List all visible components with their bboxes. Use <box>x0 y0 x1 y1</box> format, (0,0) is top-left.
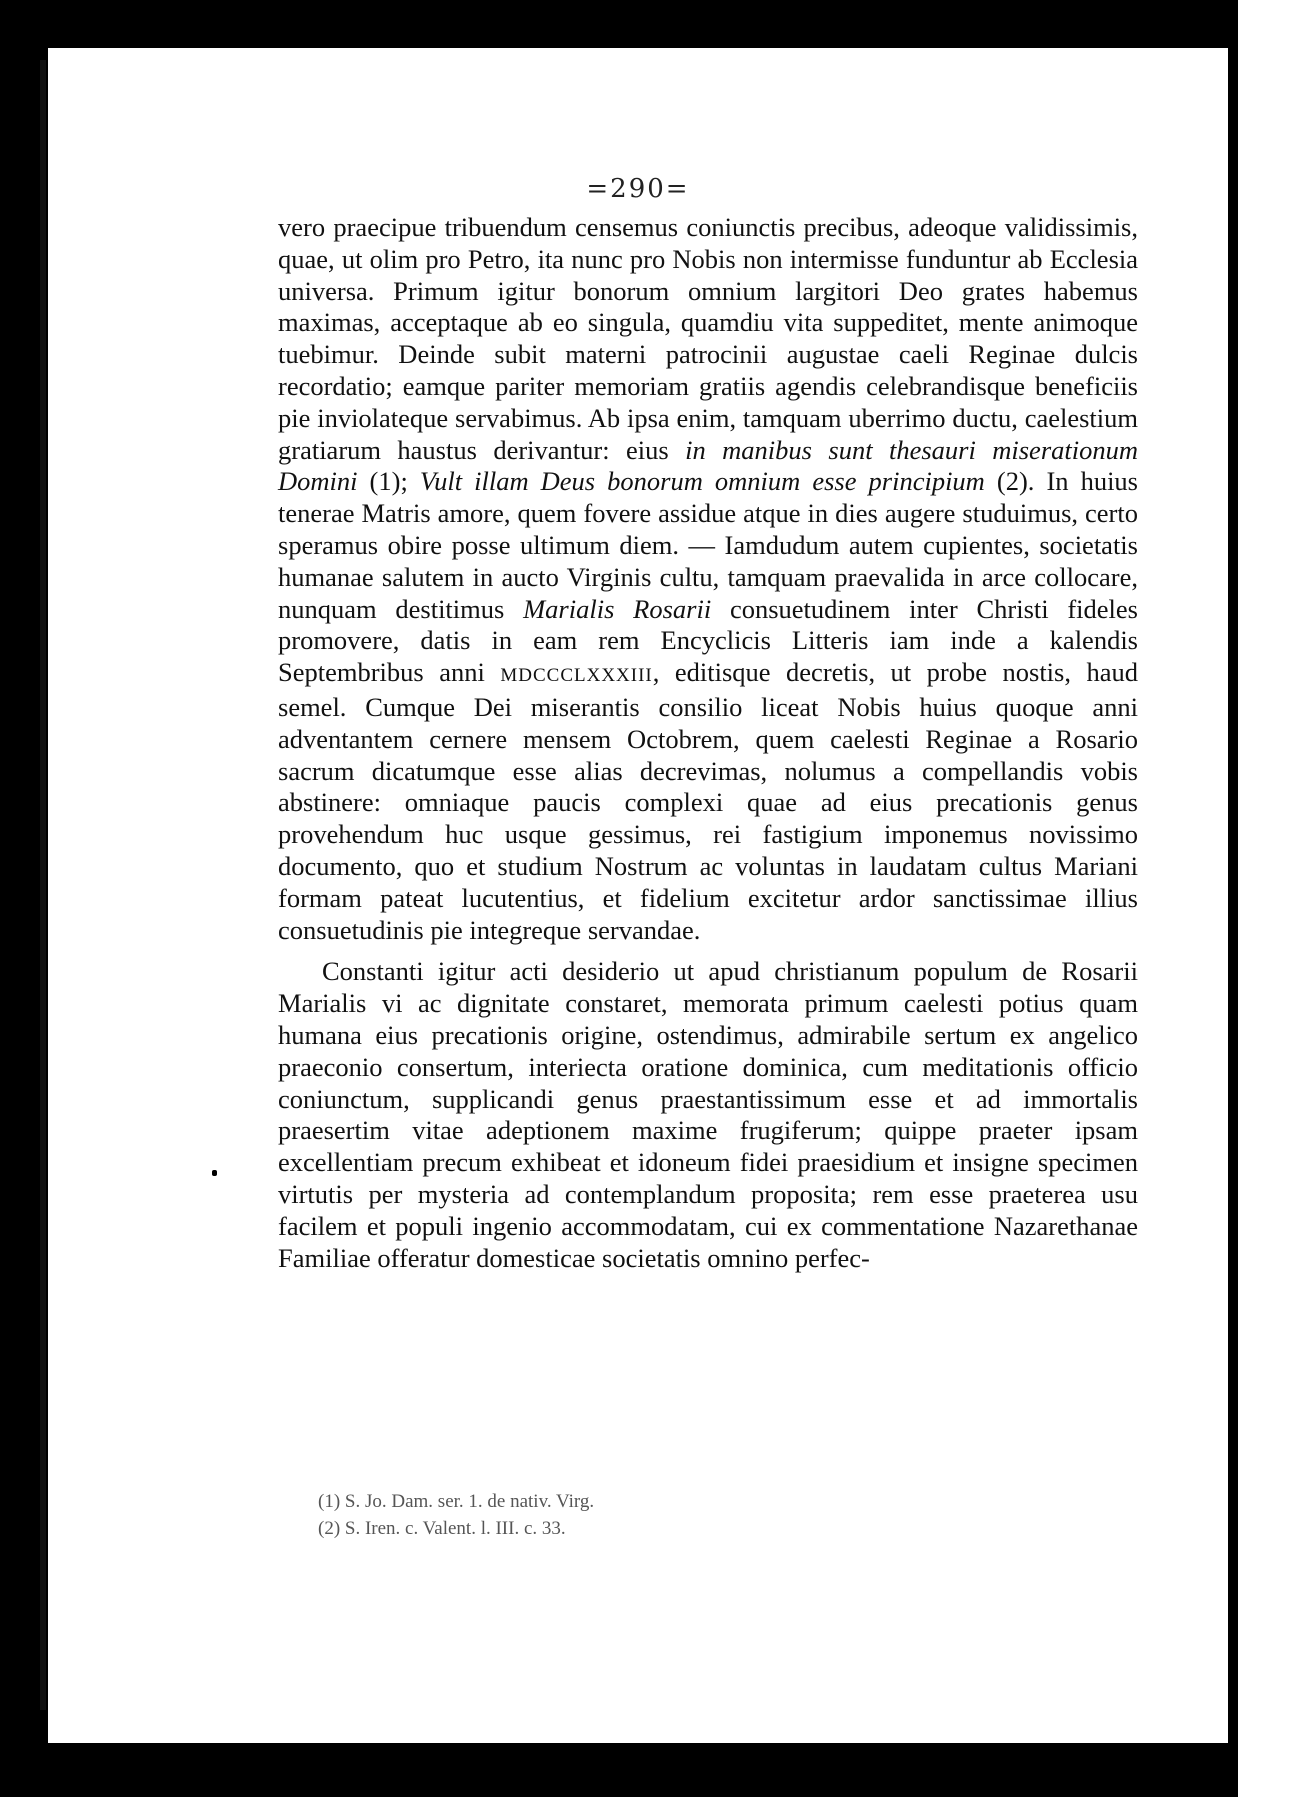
italic-quote: in manibus sunt thesauri miserationum Domini <box>278 434 1138 497</box>
text-run: , editisque decretis, ut probe nostis, haud semel. Cumque Dei miserantis consilio liceat Nobis huius quoque anni adventantem cernere mensem Octobrem, quem caelesti Reginae a Rosario sacrum dicatumque esse alias decrevimas, nolumus a compellandis vobis abstinere: omniaque paucis complexi quae ad eius precationis genus provehendum huc usque gessimus, rei fastigium imponemus novissimo documento, quo et studium Nostrum ac voluntas in laudatam cultus Mariani formam pateat lucutentius, et fidelium excitetur ardor sanctissimae illius consuetudinis pie integreque servandae. <box>278 657 1138 945</box>
text-run: vero praecipue tribuendum censemus coniunctis precibus, adeoque validissimis, quae, ut olim pro Petro, ita nunc pro Nobis non intermisse funduntur ab Ecclesia universa. Primum igitur bonorum omnium largitori Deo grates habemus maximas, acceptaque ab eo singula, quamdiu vita suppeditet, mente animoque tuebimur. Deinde subit materni patrocinii augustae caeli Reginae dulcis recordatio; eamque pariter memoriam gratiis agendis celebrandisque beneficiis pie inviolateque servabimus. Ab ipsa enim, tamquam uberrimo ductu, caelestium gratiarum haustus derivantur: eius <box>278 212 1138 465</box>
page-number: =290= <box>586 174 690 204</box>
scan-left-edge <box>40 60 46 1710</box>
scan-speck <box>212 1170 217 1176</box>
scan-right-edge <box>1232 0 1238 1797</box>
text-run: Constanti igitur acti desiderio ut apud christianum populum de Rosarii Marialis vi ac dignitate constaret, memorata primum caelesti potius quam humana eius precationis origine, ostendimus, admirabile sertum ex angelico praeconio consertum, interiecta oratione dominica, cum meditationis officio coniunctum, supplicandi genus praestantissimum esse et ad immortalis praesertim vitae adeptionem maxime frugiferum; quippe praeter ipsam excellentiam precum exhibeat et idoneum fidei praesidium et insigne specimen virtutis per mysteria ad contemplandum proposita; rem esse praeterea usu facilem et populi ingenio accommodatam, cui ex commentatione Nazarethanae Familiae offeratur domesticae societatis omnino perfec- <box>278 956 1138 1273</box>
text-run: (2). In huius tenerae Matris amore, quem fovere assidue atque in dies augere studuimus, certo speramus obire posse ultimum diem. — Iamdudum autem cupientes, societatis humanae salutem in aucto Virginis cultu, tamquam praevalida in arce collocare, nunquam destitimus <box>278 466 1138 624</box>
roman-numeral-year: MDCCCLXXXIII <box>500 665 653 687</box>
footnote-1: (1) S. Jo. Dam. ser. 1. de nativ. Virg. <box>318 1491 595 1512</box>
footnotes <box>318 1488 1018 1542</box>
paragraph-2 <box>278 956 1138 1274</box>
paragraph-1 <box>278 212 1138 946</box>
italic-quote: Vult illam Deus bonorum omnium esse principium <box>419 466 985 497</box>
text-run: (1); <box>357 466 420 497</box>
text-run: consuetudinem inter Christi fideles promovere, datis in eam rem Encyclicis Litteris iam inde a kalendis Septembribus anni <box>278 593 1138 688</box>
scan-right-margin <box>1232 0 1296 1797</box>
book-page <box>48 48 1228 1743</box>
italic-term: Marialis Rosarii <box>523 593 712 624</box>
body-text <box>278 212 1138 1274</box>
footnote-2: (2) S. Iren. c. Valent. l. III. c. 33. <box>318 1518 566 1539</box>
